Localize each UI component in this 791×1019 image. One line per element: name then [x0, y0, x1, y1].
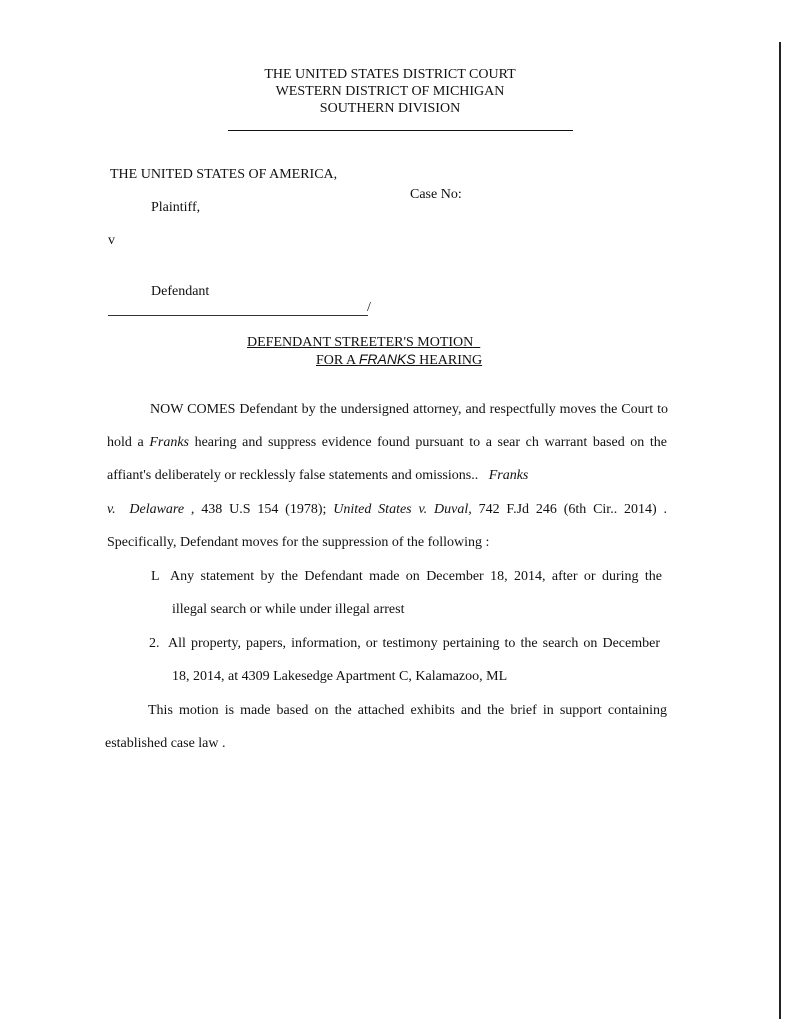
paragraph1-line2 [107, 434, 667, 451]
plaintiff-name: THE UNITED STATES OF AMERICA, [110, 167, 338, 182]
motion-title-line1-text: DEFENDANT STREETER'S MOTION [247, 335, 474, 350]
case-number-label: Case No: [410, 187, 462, 202]
motion-title-suffix: HEARING [415, 353, 483, 368]
p1-line2-pre: hold a [107, 435, 150, 450]
paragraph1-line3 [107, 467, 528, 484]
cite-v2: v. [418, 502, 428, 517]
caption-slash: / [367, 300, 371, 315]
paragraph2-line2: established case law . [105, 736, 226, 751]
p1-line3-franks: Franks [488, 468, 529, 483]
plaintiff-label: Plaintiff, [151, 200, 201, 215]
court-name-line2: WESTERN DISTRICT OF MICHIGAN [275, 84, 505, 99]
court-name-line3: SOUTHERN DIVISION [319, 101, 461, 116]
paragraph1-line5: Specifically, Defendant moves for the suppression of the following : [107, 535, 490, 550]
header-rule [228, 130, 573, 131]
caption-rule [108, 315, 368, 316]
list-item2-line2: 18, 2014, at 4309 Lakesedge Apartment C, Kalamazoo, ML [172, 669, 508, 684]
cite-part2: 742 F.Jd 246 (6th Cir.. 2014) . [478, 502, 668, 517]
cite-delaware: Delaware [129, 502, 185, 517]
cite-united-states: United States [333, 502, 412, 517]
citation-line [107, 501, 667, 518]
list-item2-marker: 2. [149, 636, 160, 651]
list-item1-marker: L [151, 569, 160, 584]
list-item1-line2: illegal search or while under illegal arrest [172, 602, 405, 617]
cite-duval: Duval, [434, 502, 472, 517]
versus-label: v [108, 233, 115, 248]
defendant-label: Defendant [151, 284, 210, 299]
motion-title-line2 [316, 351, 482, 369]
motion-title-franks: FRANKS [358, 351, 416, 367]
court-name-line1: THE UNITED STATES DISTRICT COURT [264, 67, 516, 82]
page-edge-border [779, 42, 781, 1019]
motion-title-line1 [247, 334, 480, 351]
list-item2-line1: All property, papers, information, or testimony pertaining to the search on December [168, 636, 660, 651]
cite-part1: , 438 U.S 154 (1978); [190, 502, 327, 517]
list-item1-line1: Any statement by the Defendant made on December 18, 2014, after or during the [170, 569, 662, 584]
paragraph2-line1: This motion is made based on the attached exhibits and the brief in support containing [148, 703, 667, 718]
paragraph1-line1: NOW COMES Defendant by the undersigned attorney, and respectfully moves the Court to [150, 402, 668, 417]
motion-title-prefix: FOR A [316, 353, 359, 368]
cite-v1: v. [107, 502, 116, 517]
p1-line3-text: affiant's deliberately or recklessly false statements and omissions.. [107, 468, 479, 483]
p1-line2-post: hearing and suppress evidence found pursuant to a sear ch warrant based on the [188, 435, 668, 450]
p1-line2-franks: Franks [149, 435, 189, 450]
